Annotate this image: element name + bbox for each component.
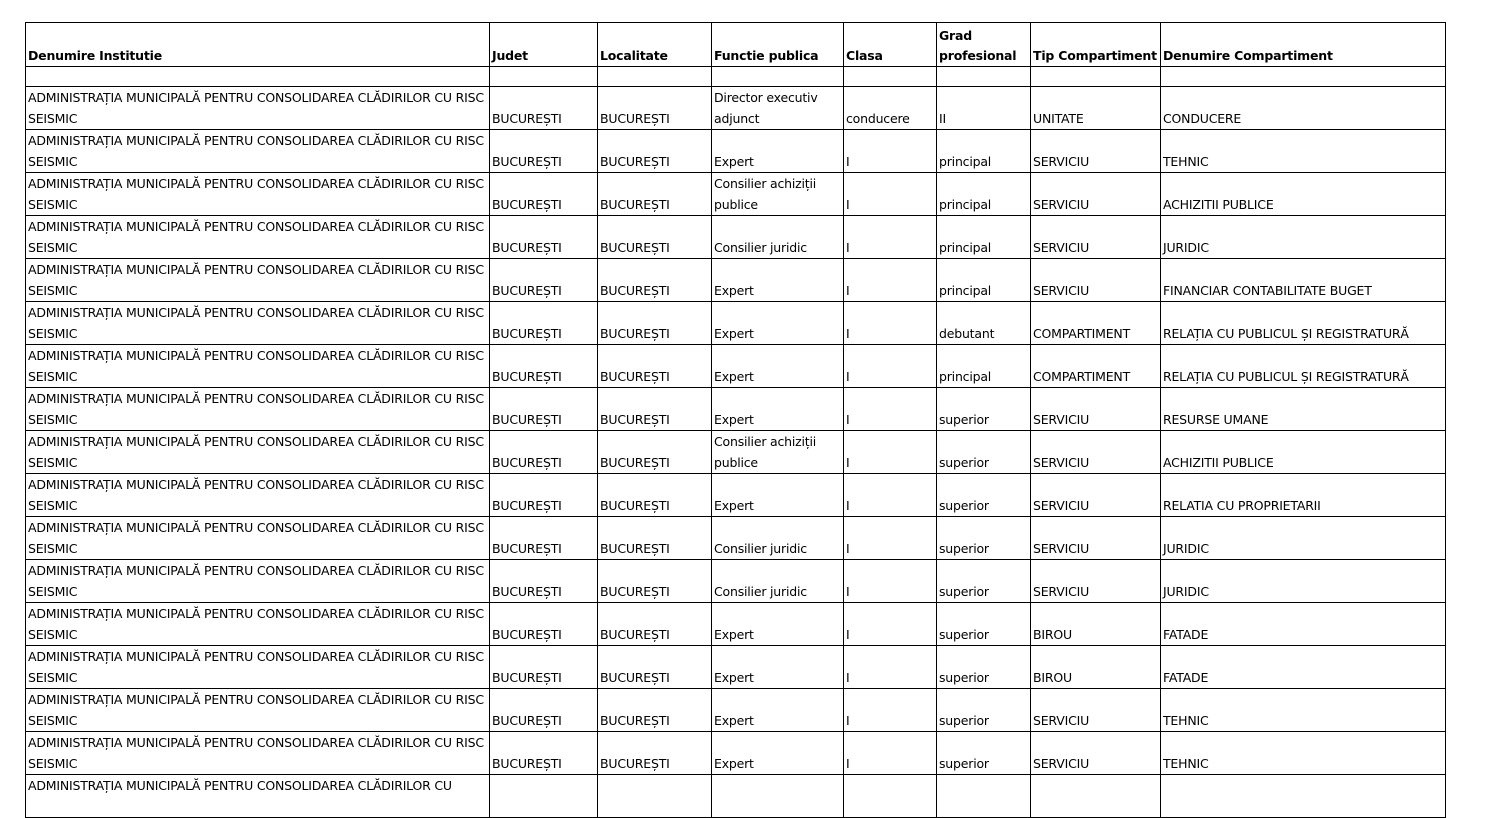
cell-judet xyxy=(490,775,598,818)
empty-cell xyxy=(26,67,490,87)
cell-denumire-institutie: ADMINISTRAȚIA MUNICIPALĂ PENTRU CONSOLIDAREA CLĂDIRILOR CU RISC SEISMIC xyxy=(26,517,490,560)
header-tip-compartiment: Tip Compartiment xyxy=(1031,23,1161,67)
cell-grad-profesional: superior xyxy=(937,689,1031,732)
cell-clasa: I xyxy=(844,130,937,173)
cell-tip-compartiment: COMPARTIMENT xyxy=(1031,345,1161,388)
cell-judet: BUCUREȘTI xyxy=(490,646,598,689)
empty-row xyxy=(26,67,1446,87)
cell-denumire-compartiment: FATADE xyxy=(1161,646,1446,689)
cell-functie-publica: Consilier juridic xyxy=(712,560,844,603)
cell-clasa: I xyxy=(844,345,937,388)
cell-denumire-compartiment: TEHNIC xyxy=(1161,732,1446,775)
cell-judet: BUCUREȘTI xyxy=(490,302,598,345)
cell-denumire-institutie: ADMINISTRAȚIA MUNICIPALĂ PENTRU CONSOLIDAREA CLĂDIRILOR CU RISC SEISMIC xyxy=(26,603,490,646)
cell-denumire-compartiment: JURIDIC xyxy=(1161,517,1446,560)
table-row xyxy=(26,646,1446,689)
cell-localitate: BUCUREȘTI xyxy=(598,345,712,388)
cell-judet: BUCUREȘTI xyxy=(490,603,598,646)
cell-denumire-institutie: ADMINISTRAȚIA MUNICIPALĂ PENTRU CONSOLIDAREA CLĂDIRILOR CU RISC SEISMIC xyxy=(26,431,490,474)
cell-judet: BUCUREȘTI xyxy=(490,560,598,603)
cell-denumire-institutie: ADMINISTRAȚIA MUNICIPALĂ PENTRU CONSOLIDAREA CLĂDIRILOR CU RISC SEISMIC xyxy=(26,646,490,689)
cell-clasa: I xyxy=(844,173,937,216)
cell-functie-publica: Expert xyxy=(712,130,844,173)
header-functie-publica: Functie publica xyxy=(712,23,844,67)
cell-denumire-institutie: ADMINISTRAȚIA MUNICIPALĂ PENTRU CONSOLIDAREA CLĂDIRILOR CU RISC SEISMIC xyxy=(26,732,490,775)
cell-grad-profesional: II xyxy=(937,87,1031,130)
table-row xyxy=(26,302,1446,345)
cell-localitate: BUCUREȘTI xyxy=(598,302,712,345)
cell-tip-compartiment: BIROU xyxy=(1031,603,1161,646)
cell-functie-publica xyxy=(712,775,844,818)
cell-grad-profesional: principal xyxy=(937,130,1031,173)
cell-tip-compartiment: SERVICIU xyxy=(1031,431,1161,474)
cell-clasa: I xyxy=(844,474,937,517)
table-row xyxy=(26,603,1446,646)
cell-grad-profesional: principal xyxy=(937,216,1031,259)
empty-cell xyxy=(490,67,598,87)
table-row xyxy=(26,560,1446,603)
cell-denumire-compartiment: RELAȚIA CU PUBLICUL ȘI REGISTRATURĂ xyxy=(1161,302,1446,345)
cell-denumire-compartiment: JURIDIC xyxy=(1161,560,1446,603)
cell-functie-publica: Consilier juridic xyxy=(712,517,844,560)
table-row xyxy=(26,474,1446,517)
header-localitate: Localitate xyxy=(598,23,712,67)
table-row xyxy=(26,388,1446,431)
empty-cell xyxy=(844,67,937,87)
cell-grad-profesional: superior xyxy=(937,560,1031,603)
cell-clasa: I xyxy=(844,560,937,603)
empty-cell xyxy=(937,67,1031,87)
cell-functie-publica: Expert xyxy=(712,388,844,431)
cell-denumire-compartiment: JURIDIC xyxy=(1161,216,1446,259)
cell-judet: BUCUREȘTI xyxy=(490,173,598,216)
table-row xyxy=(26,345,1446,388)
cell-grad-profesional: superior xyxy=(937,388,1031,431)
cell-localitate: BUCUREȘTI xyxy=(598,173,712,216)
cell-localitate: BUCUREȘTI xyxy=(598,431,712,474)
cell-tip-compartiment: SERVICIU xyxy=(1031,732,1161,775)
cell-tip-compartiment: SERVICIU xyxy=(1031,560,1161,603)
cell-denumire-institutie: ADMINISTRAȚIA MUNICIPALĂ PENTRU CONSOLIDAREA CLĂDIRILOR CU RISC SEISMIC xyxy=(26,345,490,388)
cell-denumire-institutie: ADMINISTRAȚIA MUNICIPALĂ PENTRU CONSOLIDAREA CLĂDIRILOR CU RISC SEISMIC xyxy=(26,216,490,259)
cell-tip-compartiment: SERVICIU xyxy=(1031,474,1161,517)
header-judet: Judet xyxy=(490,23,598,67)
cell-functie-publica: Consilier achiziții publice xyxy=(712,173,844,216)
cell-clasa: I xyxy=(844,259,937,302)
cell-judet: BUCUREȘTI xyxy=(490,474,598,517)
cell-localitate: BUCUREȘTI xyxy=(598,732,712,775)
table-row xyxy=(26,87,1446,130)
table-row xyxy=(26,517,1446,560)
cell-judet: BUCUREȘTI xyxy=(490,87,598,130)
cell-judet: BUCUREȘTI xyxy=(490,689,598,732)
cell-localitate xyxy=(598,775,712,818)
empty-cell xyxy=(1161,67,1446,87)
cell-denumire-institutie: ADMINISTRAȚIA MUNICIPALĂ PENTRU CONSOLIDAREA CLĂDIRILOR CU RISC SEISMIC xyxy=(26,689,490,732)
cell-localitate: BUCUREȘTI xyxy=(598,259,712,302)
cell-grad-profesional: superior xyxy=(937,646,1031,689)
empty-cell xyxy=(1031,67,1161,87)
cell-denumire-institutie: ADMINISTRAȚIA MUNICIPALĂ PENTRU CONSOLIDAREA CLĂDIRILOR CU RISC SEISMIC xyxy=(26,302,490,345)
cell-grad-profesional: principal xyxy=(937,259,1031,302)
cell-denumire-compartiment: TEHNIC xyxy=(1161,130,1446,173)
cell-grad-profesional: superior xyxy=(937,732,1031,775)
cell-clasa: I xyxy=(844,689,937,732)
cell-denumire-institutie: ADMINISTRAȚIA MUNICIPALĂ PENTRU CONSOLIDAREA CLĂDIRILOR CU RISC SEISMIC xyxy=(26,474,490,517)
cell-clasa: I xyxy=(844,388,937,431)
cell-judet: BUCUREȘTI xyxy=(490,130,598,173)
cell-judet: BUCUREȘTI xyxy=(490,216,598,259)
cell-tip-compartiment: SERVICIU xyxy=(1031,130,1161,173)
cell-grad-profesional: superior xyxy=(937,517,1031,560)
cell-functie-publica: Expert xyxy=(712,259,844,302)
cell-functie-publica: Expert xyxy=(712,689,844,732)
cell-localitate: BUCUREȘTI xyxy=(598,87,712,130)
cell-tip-compartiment: SERVICIU xyxy=(1031,689,1161,732)
header-row xyxy=(26,23,1446,67)
cell-localitate: BUCUREȘTI xyxy=(598,474,712,517)
cell-clasa: conducere xyxy=(844,87,937,130)
empty-cell xyxy=(598,67,712,87)
cell-functie-publica: Expert xyxy=(712,646,844,689)
cell-judet: BUCUREȘTI xyxy=(490,388,598,431)
cell-functie-publica: Expert xyxy=(712,732,844,775)
cell-grad-profesional: superior xyxy=(937,431,1031,474)
cell-clasa: I xyxy=(844,517,937,560)
table-row xyxy=(26,431,1446,474)
table-row xyxy=(26,216,1446,259)
cell-clasa: I xyxy=(844,216,937,259)
cell-denumire-institutie: ADMINISTRAȚIA MUNICIPALĂ PENTRU CONSOLIDAREA CLĂDIRILOR CU RISC SEISMIC xyxy=(26,388,490,431)
cell-localitate: BUCUREȘTI xyxy=(598,560,712,603)
cell-denumire-compartiment: FINANCIAR CONTABILITATE BUGET xyxy=(1161,259,1446,302)
cell-tip-compartiment: SERVICIU xyxy=(1031,216,1161,259)
cell-tip-compartiment: SERVICIU xyxy=(1031,173,1161,216)
cell-tip-compartiment: BIROU xyxy=(1031,646,1161,689)
cell-functie-publica: Consilier achiziții publice xyxy=(712,431,844,474)
header-denumire-compartiment: Denumire Compartiment xyxy=(1161,23,1446,67)
table-row xyxy=(26,130,1446,173)
cell-denumire-institutie: ADMINISTRAȚIA MUNICIPALĂ PENTRU CONSOLIDAREA CLĂDIRILOR CU xyxy=(26,775,490,818)
cell-functie-publica: Consilier juridic xyxy=(712,216,844,259)
cell-denumire-compartiment: FATADE xyxy=(1161,603,1446,646)
cell-denumire-compartiment: CONDUCERE xyxy=(1161,87,1446,130)
cell-grad-profesional: principal xyxy=(937,173,1031,216)
cell-localitate: BUCUREȘTI xyxy=(598,388,712,431)
cell-judet: BUCUREȘTI xyxy=(490,517,598,560)
cell-denumire-compartiment: RELATIA CU PROPRIETARII xyxy=(1161,474,1446,517)
cell-denumire-compartiment: ACHIZITII PUBLICE xyxy=(1161,173,1446,216)
cell-grad-profesional: principal xyxy=(937,345,1031,388)
cell-denumire-compartiment: RELAȚIA CU PUBLICUL ȘI REGISTRATURĂ xyxy=(1161,345,1446,388)
table-row xyxy=(26,775,1446,818)
cell-localitate: BUCUREȘTI xyxy=(598,130,712,173)
cell-localitate: BUCUREȘTI xyxy=(598,216,712,259)
cell-functie-publica: Director executiv adjunct xyxy=(712,87,844,130)
cell-clasa: I xyxy=(844,431,937,474)
table-row xyxy=(26,689,1446,732)
cell-denumire-institutie: ADMINISTRAȚIA MUNICIPALĂ PENTRU CONSOLIDAREA CLĂDIRILOR CU RISC SEISMIC xyxy=(26,259,490,302)
cell-grad-profesional: superior xyxy=(937,603,1031,646)
cell-grad-profesional xyxy=(937,775,1031,818)
cell-denumire-institutie: ADMINISTRAȚIA MUNICIPALĂ PENTRU CONSOLIDAREA CLĂDIRILOR CU RISC SEISMIC xyxy=(26,560,490,603)
cell-functie-publica: Expert xyxy=(712,302,844,345)
header-grad-profesional: Grad profesional xyxy=(937,23,1031,67)
cell-localitate: BUCUREȘTI xyxy=(598,646,712,689)
cell-localitate: BUCUREȘTI xyxy=(598,517,712,560)
cell-functie-publica: Expert xyxy=(712,345,844,388)
cell-tip-compartiment: COMPARTIMENT xyxy=(1031,302,1161,345)
header-denumire-institutie: Denumire Institutie xyxy=(26,23,490,67)
table-row xyxy=(26,732,1446,775)
cell-denumire-compartiment: TEHNIC xyxy=(1161,689,1446,732)
cell-clasa: I xyxy=(844,646,937,689)
table-row xyxy=(26,173,1446,216)
empty-cell xyxy=(712,67,844,87)
cell-tip-compartiment xyxy=(1031,775,1161,818)
cell-clasa: I xyxy=(844,302,937,345)
positions-table xyxy=(25,22,1446,818)
cell-clasa xyxy=(844,775,937,818)
cell-denumire-compartiment xyxy=(1161,775,1446,818)
cell-tip-compartiment: SERVICIU xyxy=(1031,388,1161,431)
cell-denumire-institutie: ADMINISTRAȚIA MUNICIPALĂ PENTRU CONSOLIDAREA CLĂDIRILOR CU RISC SEISMIC xyxy=(26,130,490,173)
cell-grad-profesional: debutant xyxy=(937,302,1031,345)
cell-localitate: BUCUREȘTI xyxy=(598,603,712,646)
cell-tip-compartiment: SERVICIU xyxy=(1031,259,1161,302)
cell-clasa: I xyxy=(844,732,937,775)
cell-judet: BUCUREȘTI xyxy=(490,431,598,474)
cell-clasa: I xyxy=(844,603,937,646)
cell-denumire-compartiment: RESURSE UMANE xyxy=(1161,388,1446,431)
cell-judet: BUCUREȘTI xyxy=(490,732,598,775)
cell-functie-publica: Expert xyxy=(712,474,844,517)
cell-judet: BUCUREȘTI xyxy=(490,345,598,388)
cell-grad-profesional: superior xyxy=(937,474,1031,517)
cell-denumire-institutie: ADMINISTRAȚIA MUNICIPALĂ PENTRU CONSOLIDAREA CLĂDIRILOR CU RISC SEISMIC xyxy=(26,173,490,216)
cell-denumire-compartiment: ACHIZITII PUBLICE xyxy=(1161,431,1446,474)
table-row xyxy=(26,259,1446,302)
cell-functie-publica: Expert xyxy=(712,603,844,646)
cell-tip-compartiment: SERVICIU xyxy=(1031,517,1161,560)
cell-localitate: BUCUREȘTI xyxy=(598,689,712,732)
cell-denumire-institutie: ADMINISTRAȚIA MUNICIPALĂ PENTRU CONSOLIDAREA CLĂDIRILOR CU RISC SEISMIC xyxy=(26,87,490,130)
header-clasa: Clasa xyxy=(844,23,937,67)
cell-judet: BUCUREȘTI xyxy=(490,259,598,302)
cell-tip-compartiment: UNITATE xyxy=(1031,87,1161,130)
